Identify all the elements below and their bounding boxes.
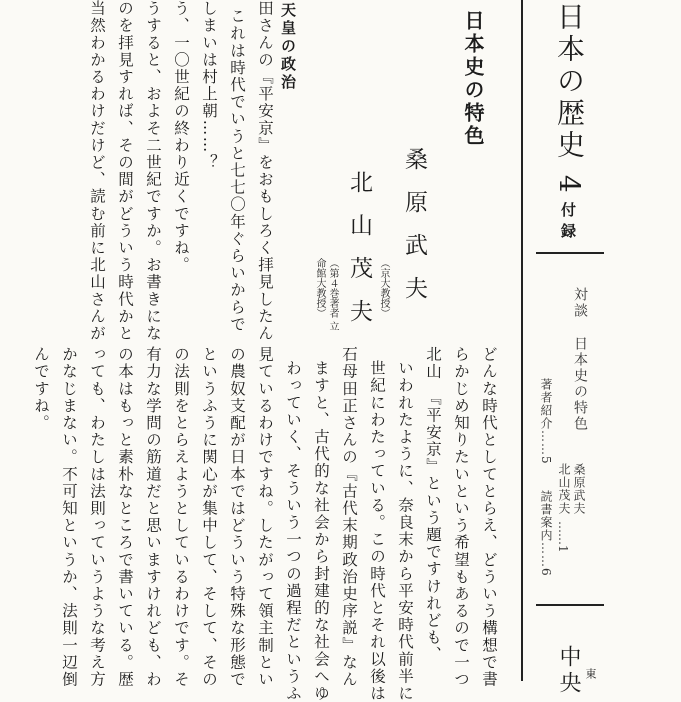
- body-lower-line: いわれたように、奈良末から平安時代前半に: [396, 360, 414, 702]
- section-heading: 天皇の政治: [279, 2, 297, 92]
- body-lower-line: かなじまない。不可知というか、法則一辺倒: [60, 346, 78, 688]
- body-lower-line: 有力な学問の筋道だと思いますけれども、わ: [144, 346, 162, 688]
- body-lower-line: っても、わたしは法則っていうような考え方: [88, 346, 106, 688]
- body-lower-line: の本はもっと素朴なところで書いている。歴: [116, 346, 134, 688]
- body-lower-line: 世紀にわたっている。この時代とそれ以後は: [368, 360, 386, 702]
- toc-author-intro: 著者紹介……5: [539, 378, 553, 465]
- toc-speaker-page: ……1: [556, 521, 570, 553]
- toc-speaker-1: 桑原武夫: [572, 463, 586, 515]
- body-lower-line: らかじめ知りたいという希望もあるので一つ: [452, 346, 470, 688]
- body-upper-line: う、一〇世紀の終わり近くですね。: [172, 0, 190, 274]
- participant-1-affiliation: （京大教授）: [378, 258, 389, 318]
- series-title: 日本の歴史 4: [553, 2, 586, 197]
- publisher-name: 中央: [556, 645, 581, 697]
- body-upper-line: のを拝見すれば、その間がどういう時代かと: [116, 0, 134, 342]
- supplement-label: 付録: [559, 202, 577, 244]
- body-upper-line: しまいは村上朝……？: [200, 0, 218, 171]
- toc-speaker-2: 北山茂夫: [557, 463, 571, 515]
- publisher-sub: 東: [584, 668, 597, 679]
- participant-2: 北山茂夫: [346, 170, 372, 342]
- sidebar-rule-top: [536, 252, 604, 254]
- body-upper-line: これは時代でいうと七七〇年ぐらいからで: [228, 8, 246, 333]
- body-lower-line: 見ているわけですね。したがって領主制とい: [256, 346, 274, 688]
- body-upper-line: うすると、およそ二世紀ですか。お書きにな: [144, 0, 162, 342]
- toc-reading-guide: 読書案内……6: [539, 490, 553, 577]
- toc-dialogue-label: 対談: [572, 287, 588, 319]
- body-lower-line: の法則をとらえようとしているわけです。そ: [172, 346, 190, 688]
- body-lower-line: ますと、古代的な社会から封建的な社会へゆ: [312, 360, 330, 702]
- body-lower-line: というふうに関心が集中して、そして、その: [200, 346, 218, 688]
- participant-2-affiliation: （第４巻著者 立命館大教授）: [314, 258, 338, 332]
- body-lower-line: 北山 『平安京』という題ですけれども、: [424, 346, 442, 664]
- body-upper-line: 当然わかるわけだけど、読む前に北山さんが: [88, 0, 106, 342]
- article-title: 日本史の特色: [461, 10, 485, 148]
- body-lower-line: 石母田正さんの『古代末期政治史序説』なん: [340, 346, 358, 688]
- body-upper-line: 田さんの『平安京』をおもしろく拝見したん: [256, 0, 274, 342]
- sidebar-rule-bottom: [536, 604, 604, 606]
- body-lower-line: わっていく、そういう一つの過程だというふ: [284, 360, 302, 702]
- sidebar-divider-line: [521, 0, 523, 681]
- body-lower-line: んですね。: [32, 346, 50, 432]
- participant-1: 桑原武夫: [401, 147, 427, 319]
- body-lower-line: どんな時代としてとらえ、どういう構想で書: [480, 346, 498, 688]
- body-lower-line: の農奴支配が日本ではどういう特殊な形態で: [228, 346, 246, 688]
- toc-dialogue-title: 日本史の特色: [572, 336, 588, 432]
